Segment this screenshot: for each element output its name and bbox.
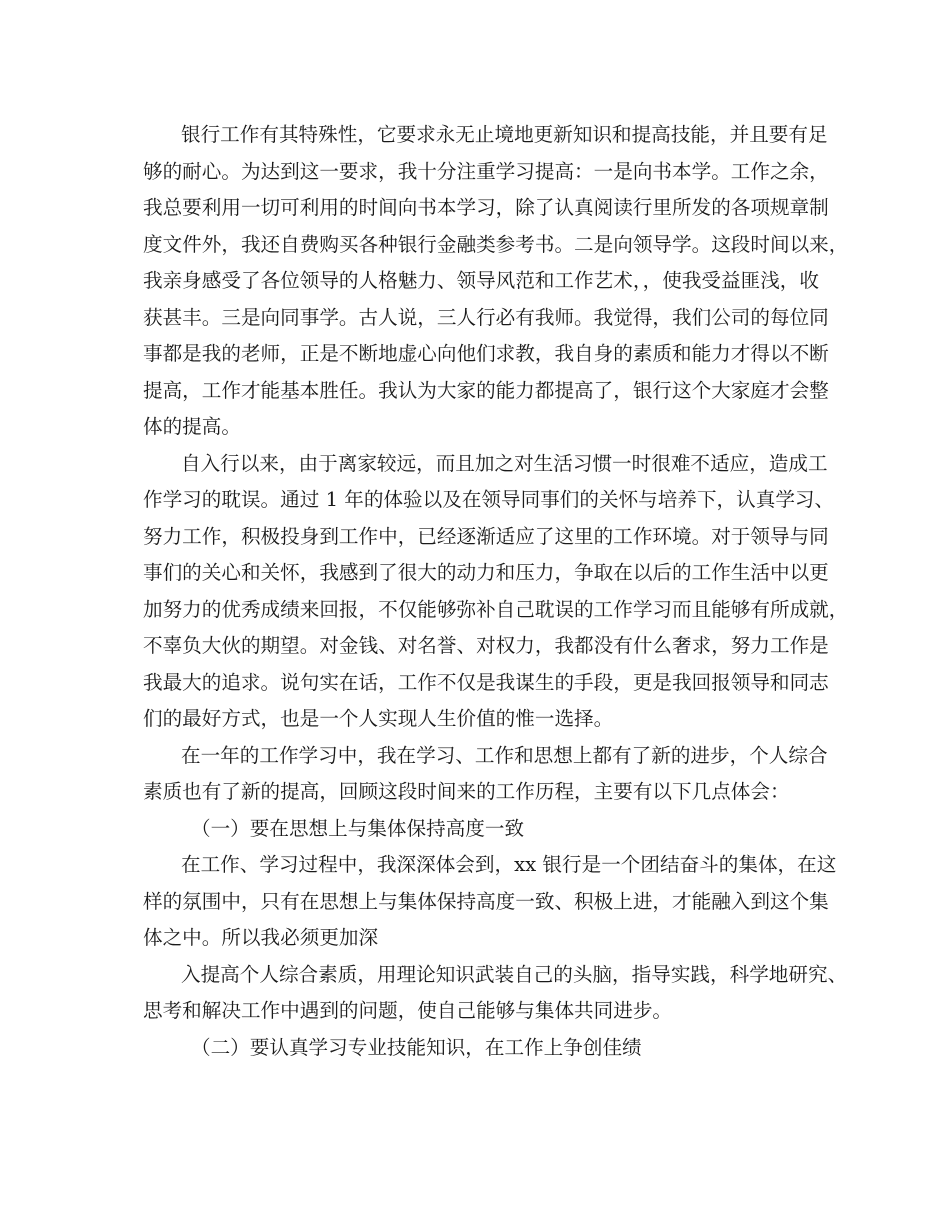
paragraph-line: 银行工作有其特殊性，它要求永无止境地更新知识和提高技能，并且要有足 [181,123,828,146]
paragraph-line: 素质也有了新的提高，回顾这段时间来的工作历程，主要有以下几点体会： [143,780,790,803]
paragraph-line: 不辜负大伙的期望。对金钱、对名誉、对权力，我都没有什么奢求，努力工作是 [143,634,829,657]
paragraph-line: 样的氛围中，只有在思想上与集体保持高度一致、积极上进，才能融入到这个集 [143,889,829,913]
document-body [143,117,849,1066]
paragraph-line: 我亲身感受了各位领导的人格魅力、领导风范和工作艺术，，使我受益匪浅，收 [143,269,819,292]
paragraph-line: 提高，工作才能基本胜任。我认为大家的能力都提高了，银行这个大家庭才会整 [143,378,829,402]
paragraph-line: 入提高个人综合素质，用理论知识武装自己的头脑，指导实践，科学地研究、 [181,962,848,986]
paragraph-line: 获甚丰。三是向同事学。古人说，三人行必有我师。我觉得，我们公司的每位同 [143,305,829,329]
paragraph-line: 努力工作，积极投身到工作中，已经逐渐适应了这里的工作环境。对于领导与同 [143,524,829,548]
paragraph-line: 自入行以来，由于离家较远，而且加之对生活习惯一时很难不适应，造成工 [181,451,828,475]
paragraph-line: 作学习的耽误。通过 1 年的体验以及在领导同事们的关怀与培养下，认真学习、 [143,488,835,511]
paragraph-line: 我总要利用一切可利用的时间向书本学习，除了认真阅读行里所发的各项规章制 [143,196,829,219]
paragraph-line: 体的提高。 [143,415,241,438]
paragraph-line: 事们的关心和关怀，我感到了很大的动力和压力，争取在以后的工作生活中以更 [143,561,829,584]
paragraph-line: 思考和解决工作中遇到的问题，使自己能够与集体共同进步。 [143,999,673,1022]
paragraph-line: 在工作、学习过程中，我深深体会到，xx 银行是一个团结奋斗的集体，在这 [181,853,837,876]
paragraph-line: 事都是我的老师，正是不断地虚心向他们求教，我自身的素质和能力才得以不断 [143,342,829,365]
paragraph-line: 加努力的优秀成绩来回报，不仅能够弥补自己耽误的工作学习而且能够有所成就， [143,597,849,621]
paragraph-line: 体之中。所以我必须更加深 [143,926,379,949]
paragraph-line: 够的耐心。为达到这一要求，我十分注重学习提高：一是向书本学。工作之余， [143,159,829,183]
paragraph-line: 们的最好方式，也是一个人实现人生价值的惟一选择。 [143,707,614,730]
paragraph-line: 度文件外，我还自费购买各种银行金融类参考书。二是向领导学。这段时间以来， [143,232,849,256]
paragraph-line: 我最大的追求。说句实在话，工作不仅是我谋生的手段，更是我回报领导和同志 [143,670,829,694]
section-heading: （二）要认真学习专业技能知识，在工作上争创佳绩 [191,1035,642,1059]
section-heading: （一）要在思想上与集体保持高度一致 [191,816,525,840]
paragraph-line: 在一年的工作学习中，我在学习、工作和思想上都有了新的进步，个人综合 [181,743,828,767]
